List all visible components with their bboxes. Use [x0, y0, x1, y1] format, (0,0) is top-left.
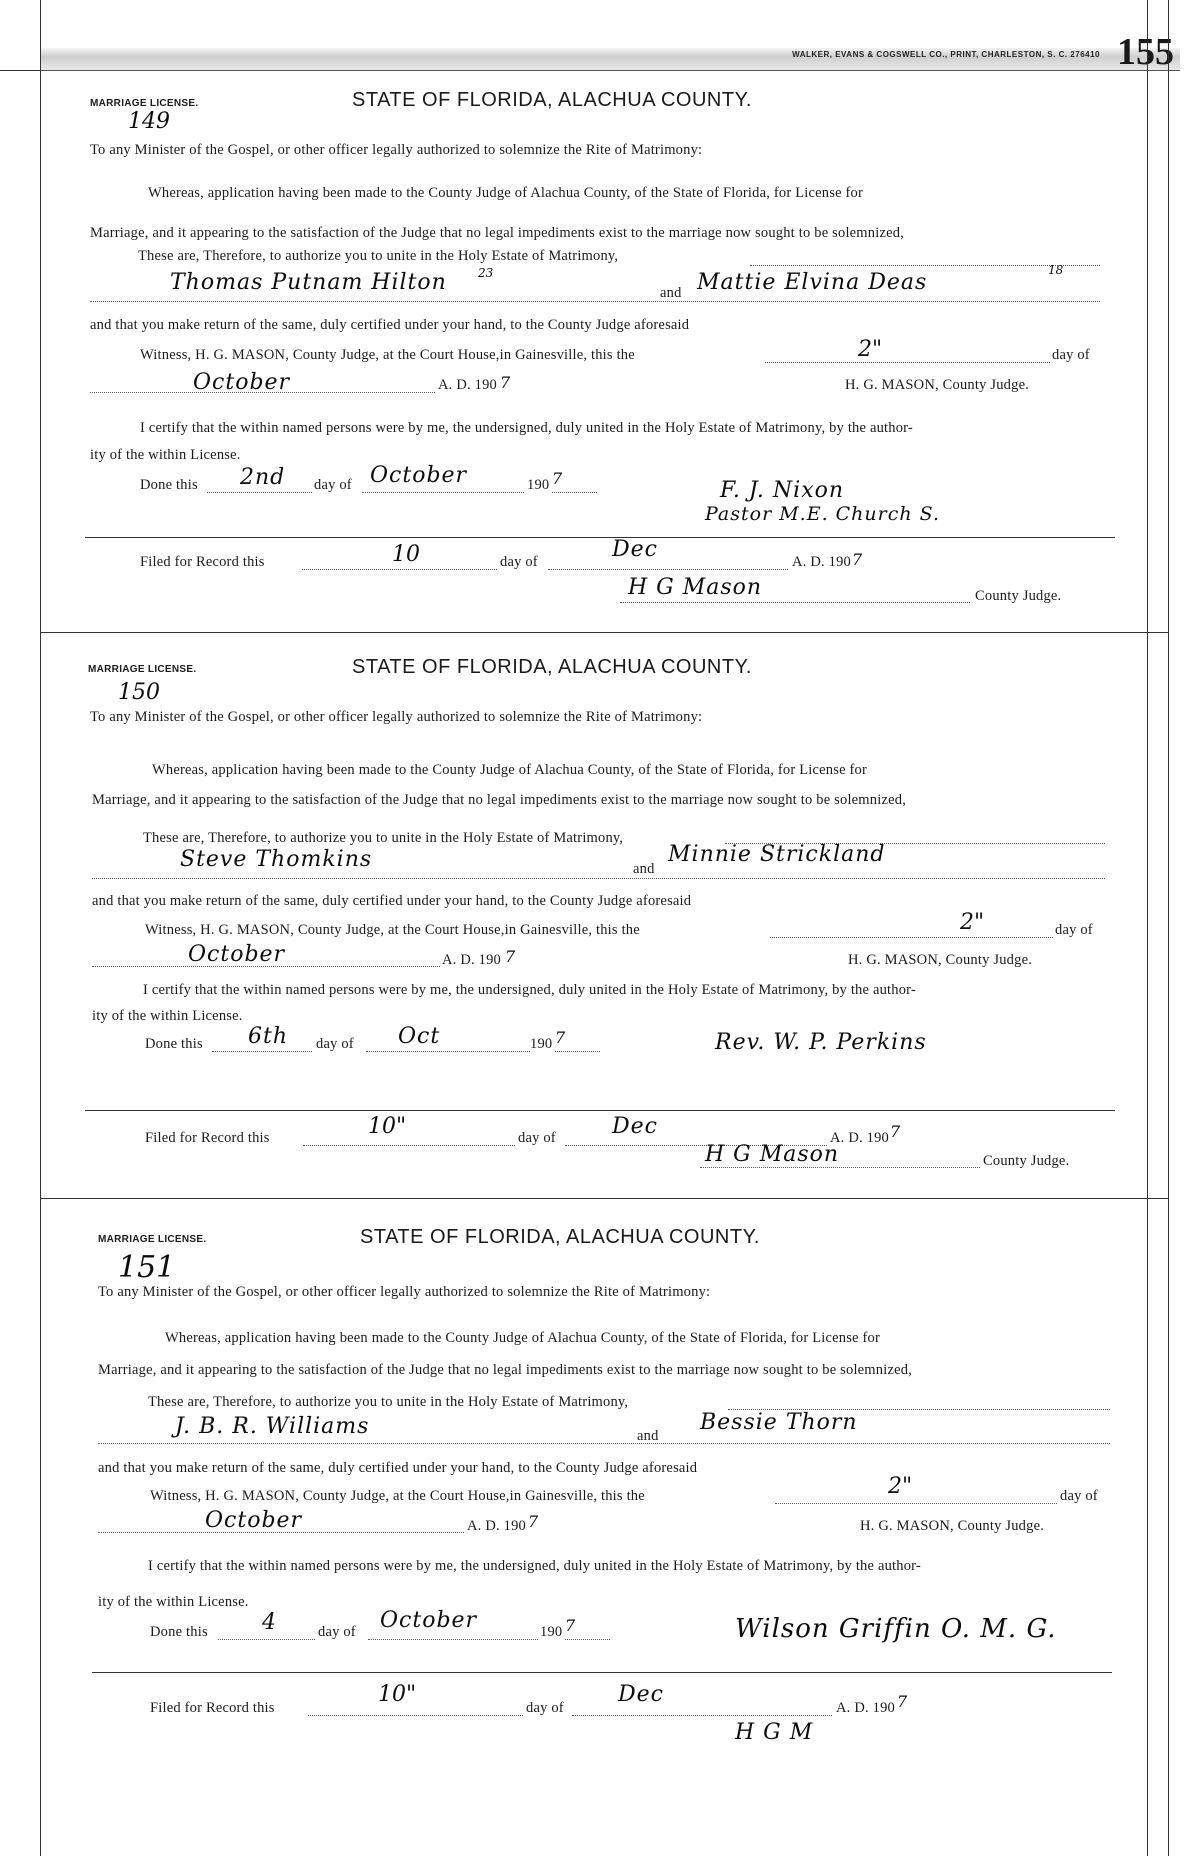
authorize-line: These are, Therefore, to authorize you to unite in the Holy Estate of Matrimony, [148, 1394, 629, 1410]
judge-signature: H G Mason [628, 575, 763, 600]
filed-day: 10" [368, 1114, 407, 1139]
return-line: and that you make return of the same, duly certified under your hand, to the County Judge aforesaid [92, 893, 692, 909]
filed-label: Filed for Record this [150, 1700, 275, 1716]
printer-imprint: WALKER, EVANS & COGSWELL CO., PRINT, CHARLESTON, S. C. 276410 [792, 50, 1100, 59]
done-year: 7 [555, 1028, 566, 1047]
witness-line: Witness, H. G. MASON, County Judge, at the Court House,in Gainesville, this the [140, 347, 635, 363]
section-divider [40, 1198, 1168, 1199]
filed-day: 10 [392, 542, 420, 567]
authorize-line: These are, Therefore, to authorize you to unite in the Holy Estate of Matrimony, [138, 248, 619, 264]
license-label: MARRIAGE LICENSE. [88, 664, 197, 675]
filed-year: 7 [852, 550, 863, 569]
license-number: 151 [118, 1250, 176, 1285]
officiant-signature: F. J. Nixon [720, 478, 845, 503]
year-prefix: 190 [540, 1624, 563, 1640]
license-label: MARRIAGE LICENSE. [90, 98, 199, 109]
groom-name: J. B. R. Williams [175, 1414, 370, 1439]
bride-name: Bessie Thorn [700, 1410, 858, 1435]
done-this-label: Done this [140, 477, 198, 493]
filed-ad: A. D. 190 [792, 554, 851, 570]
ad-label: A. D. 190 [438, 377, 497, 393]
ad-label: A. D. 190 [467, 1518, 526, 1534]
groom-name: Thomas Putnam Hilton [170, 270, 447, 295]
done-day-of: day of [314, 477, 352, 493]
left-margin-line [40, 0, 41, 1856]
certify-line-1: I certify that the within named persons were by me, the undersigned, duly united in the Holy Estate of Matrimony, by the author- [148, 1558, 921, 1574]
filed-label: Filed for Record this [145, 1130, 270, 1146]
filed-month: Dec [612, 1114, 658, 1139]
authorize-line: These are, Therefore, to authorize you to unite in the Holy Estate of Matrimony, [143, 830, 624, 846]
witness-day: 2" [888, 1474, 913, 1499]
done-day: 6th [248, 1024, 289, 1049]
filed-day-of: day of [500, 554, 538, 570]
done-day: 4 [262, 1610, 277, 1635]
done-day-of: day of [316, 1036, 354, 1052]
state-heading: STATE OF FLORIDA, ALACHUA COUNTY. [360, 1226, 760, 1248]
judge-line: H. G. MASON, County Judge. [845, 377, 1030, 393]
state-heading: STATE OF FLORIDA, ALACHUA COUNTY. [352, 89, 752, 111]
done-month: Oct [398, 1024, 441, 1049]
filed-ad: A. D. 190 [830, 1130, 889, 1146]
bride-age: 18 [1048, 263, 1064, 277]
done-month: October [380, 1608, 478, 1633]
year-prefix: 190 [530, 1036, 553, 1052]
return-line: and that you make return of the same, duly certified under your hand, to the County Judge aforesaid [90, 317, 690, 333]
judge-signature: H G Mason [705, 1142, 840, 1167]
filed-day-of: day of [526, 1700, 564, 1716]
witness-year: 7 [500, 373, 511, 392]
whereas-line-1: Whereas, application having been made to the County Judge of Alachua County, of the State of Florida, for License for [148, 185, 864, 201]
bride-name: Minnie Strickland [668, 842, 886, 867]
done-year: 7 [565, 1616, 576, 1635]
whereas-line-2: Marriage, and it appearing to the satisfaction of the Judge that no legal impediments exist to the marriage now sought to be solemnized, [92, 792, 907, 808]
address-line: To any Minister of the Gospel, or other officer legally authorized to solemnize the Rite of Matrimony: [90, 709, 703, 725]
day-of-label: day of [1052, 347, 1090, 363]
and-label: and [633, 861, 655, 877]
filed-year: 7 [897, 1692, 908, 1711]
judge-line: H. G. MASON, County Judge. [848, 952, 1033, 968]
filed-day: 10" [378, 1682, 417, 1707]
done-day: 2nd [240, 465, 286, 490]
witness-month: October [205, 1508, 303, 1533]
filed-label: Filed for Record this [140, 554, 265, 570]
right-margin-line [1147, 0, 1148, 1856]
judge-line: H. G. MASON, County Judge. [860, 1518, 1045, 1534]
year-prefix: 190 [527, 477, 550, 493]
filed-ad: A. D. 190 [836, 1700, 895, 1716]
certify-line-1: I certify that the within named persons were by me, the undersigned, duly united in the Holy Estate of Matrimony, by the author- [140, 420, 913, 436]
certify-line-2: ity of the within License. [90, 447, 241, 463]
witness-day: 2" [858, 337, 883, 362]
witness-line: Witness, H. G. MASON, County Judge, at the Court House,in Gainesville, this the [150, 1488, 645, 1504]
certify-line-1: I certify that the within named persons were by me, the undersigned, duly united in the Holy Estate of Matrimony, by the author- [143, 982, 916, 998]
address-line: To any Minister of the Gospel, or other officer legally authorized to solemnize the Rite of Matrimony: [90, 142, 703, 158]
officiant-signature: Rev. W. P. Perkins [715, 1030, 927, 1055]
done-this-label: Done this [150, 1624, 208, 1640]
judge-signature: H G M [735, 1720, 814, 1745]
groom-age: 23 [478, 266, 494, 280]
section-divider [40, 632, 1168, 633]
whereas-line-2: Marriage, and it appearing to the satisfaction of the Judge that no legal impediments exist to the marriage now sought to be solemnized, [98, 1362, 913, 1378]
state-heading: STATE OF FLORIDA, ALACHUA COUNTY. [352, 656, 752, 678]
filed-day-of: day of [518, 1130, 556, 1146]
page-number: 155 [1117, 31, 1174, 73]
ad-label: A. D. 190 [442, 952, 501, 968]
whereas-line-1: Whereas, application having been made to the County Judge of Alachua County, of the State of Florida, for License for [152, 762, 868, 778]
margin-tick [0, 70, 40, 71]
witness-day: 2" [960, 910, 985, 935]
whereas-line-1: Whereas, application having been made to the County Judge of Alachua County, of the State of Florida, for License for [165, 1330, 881, 1346]
license-number: 150 [118, 680, 160, 705]
certify-line-2: ity of the within License. [98, 1594, 249, 1610]
license-number: 149 [128, 109, 170, 134]
filed-year: 7 [890, 1122, 901, 1141]
witness-month: October [193, 370, 291, 395]
county-judge-label: County Judge. [983, 1153, 1070, 1169]
witness-year: 7 [505, 947, 516, 966]
license-label: MARRIAGE LICENSE. [98, 1234, 207, 1245]
witness-year: 7 [528, 1512, 539, 1531]
done-this-label: Done this [145, 1036, 203, 1052]
done-day-of: day of [318, 1624, 356, 1640]
witness-line: Witness, H. G. MASON, County Judge, at the Court House,in Gainesville, this the [145, 922, 640, 938]
and-label: and [637, 1428, 659, 1444]
address-line: To any Minister of the Gospel, or other officer legally authorized to solemnize the Rite of Matrimony: [98, 1284, 711, 1300]
day-of-label: day of [1055, 922, 1093, 938]
return-line: and that you make return of the same, duly certified under your hand, to the County Judge aforesaid [98, 1460, 698, 1476]
filed-month: Dec [612, 537, 658, 562]
day-of-label: day of [1060, 1488, 1098, 1504]
groom-name: Steve Thomkins [180, 847, 373, 872]
done-year: 7 [552, 469, 563, 488]
whereas-line-2: Marriage, and it appearing to the satisfaction of the Judge that no legal impediments exist to the marriage now sought to be solemnized, [90, 225, 905, 241]
and-label: and [660, 285, 682, 301]
right-edge-line [1168, 0, 1169, 1856]
done-month: October [370, 463, 468, 488]
county-judge-label: County Judge. [975, 588, 1062, 604]
certify-line-2: ity of the within License. [92, 1008, 243, 1024]
officiant-signature: Wilson Griffin O. M. G. [735, 1614, 1057, 1644]
filed-month: Dec [618, 1682, 664, 1707]
witness-month: October [188, 942, 286, 967]
officiant-title: Pastor M.E. Church S. [705, 503, 941, 525]
bride-name: Mattie Elvina Deas [697, 270, 928, 295]
